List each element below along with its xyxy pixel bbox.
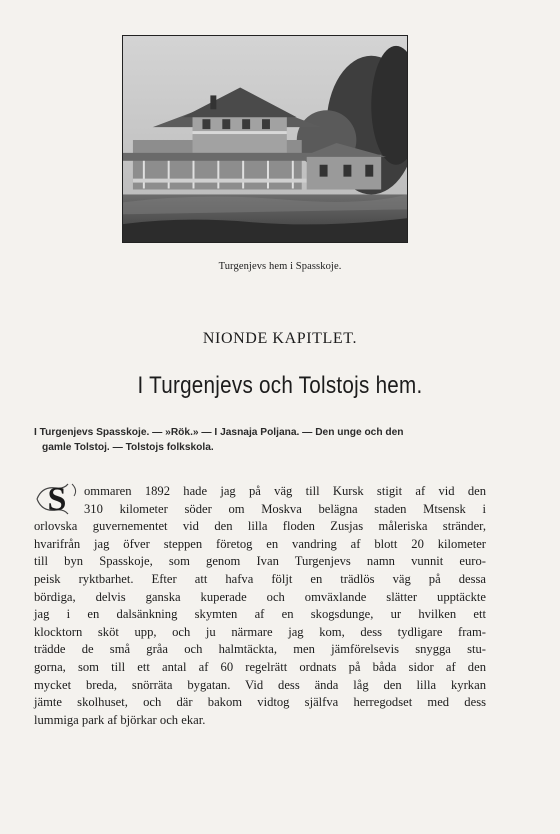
chapter-label: NIONDE KAPITLET. <box>202 330 358 347</box>
drop-cap-letter: S <box>47 481 67 518</box>
summary-line: I Turgenjevs Spasskoje. — »Rök.» — I Jasnaja Poljana. — Den unge och den <box>34 427 404 438</box>
body-line: gorna, som till ett antal af 60 regelrätt ordnats på båda sidor af den <box>34 659 486 674</box>
body-text <box>34 483 486 729</box>
body-line: trädde de små gråa och halmtäckta, men jämförelsevis snygga stu- <box>34 642 486 657</box>
body-line: orlovska guvernementet vid den lilla floden Zusjas måleriska stränder, <box>34 519 486 534</box>
body-line: jämte skolhuset, och där bakom vidtog själfva herregodset med dess <box>34 695 486 710</box>
body-line: peisk ryktbarhet. Efter att hafva följt en trädlös väg på dessa <box>34 571 486 586</box>
body-line: bördiga, delvis ganska kuperade och omväxlande slätter upptäckte <box>34 589 486 604</box>
house-photograph <box>122 35 408 243</box>
body-line: 310 kilometer söder om Moskva belägna staden Mtsensk i <box>84 501 486 516</box>
body-line: till byn Spasskoje, som genom Ivan Turgenjevs namn vunnit euro- <box>34 554 486 569</box>
body-line: mycket breda, snörräta bygatan. Vid dess ända låg den lilla kyrkan <box>34 677 486 692</box>
body-line: jag i en dalsänkning skymten af en skogsdunge, ur hvilken ett <box>34 607 486 622</box>
summary-line: gamle Tolstoj. — Tolstojs folkskola. <box>42 442 214 453</box>
body-line: ommaren 1892 hade jag på väg till Kursk stigit af vid den <box>84 484 486 498</box>
body-line: hvarifrån jag öfver steppen företog en vandring af blott 20 kilometer <box>34 536 486 551</box>
chapter-title: I Turgenjevs och Tolstojs hem. <box>137 372 423 399</box>
chapter-summary <box>34 425 486 455</box>
photo-caption: Turgenjevs hem i Spasskoje. <box>218 261 342 272</box>
body-line: lummiga park af björkar och ekar. <box>34 712 206 727</box>
body-line: klocktorn sköt upp, och ju närmare jag kom, dess tydligare fram- <box>34 624 486 639</box>
house-illustration <box>123 36 407 242</box>
